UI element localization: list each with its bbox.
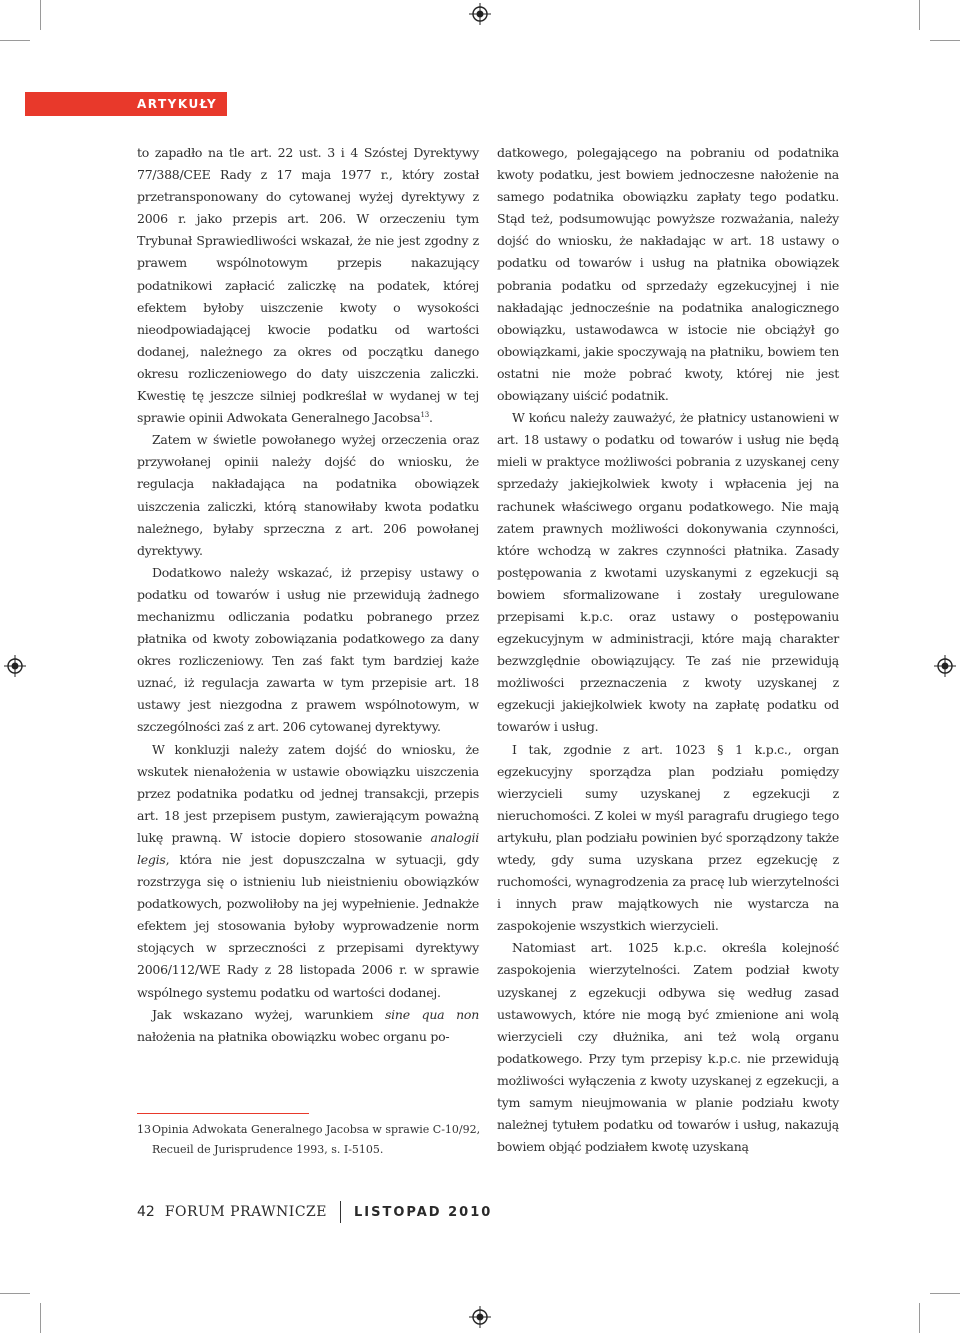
paragraph-text: , która nie jest dopuszczalna w sytuacji, gdy rozstrzyga się o istnieniu lub nieistnieniu obowiązków podatkowych, pozwoliłoby na jej wypełnienie. Jednakże efektem jej stosowania byłoby wyprowadzenie norm stojących w sprzeczności z przepisami dyrektywy 2006/112/WE Rady z 28 listopada 2006 r. w sprawie wspólnego systemu podatku od wartości dodanej. (137, 852, 479, 1000)
paragraph: W końcu należy zauważyć, że płatnicy ustanowieni w art. 18 ustawy o podatku od towarów i usług nie będą mieli w praktyce możliwości pobrania z uzyskanej ceny sprzedaży jakiejkolwiek kwoty i wpłacenia jej na rachunek właściwego organu podatkowego. Nie mają zatem prawnych możliwości dokonywania czynności, które wchodzą w zakres czynności płatnika. Zasady postępowania z kwotami uzyskanymi z egzekucji są bowiem sformalizowane i zostały uregulowane przepisami k.p.c. oraz ustawy o postępowaniu egzekucyjnym w administracji, które mają charakter bezwzględnie obowiązujący. Te zaś nie przewidują możliwości przeznaczenia z kwoty uzyskanej z egzekucji jakiejkolwiek kwoty na zapłatę podatku od towarów i usług. (497, 410, 839, 735)
paragraph: I tak, zgodnie z art. 1023 § 1 k.p.c., organ egzekucyjny sporządza plan podziału pomiędzy wierzycieli sumy uzyskanej z egzekucji z nieruchomości. Z kolei w myśl paragrafu drugiego tego artykułu, plan podziału powinien być sporządzony także wtedy, gdy suma uzyskana przez egzekucję z ruchomości, wynagrodzenia za pracę lub wierzytelności i innych praw majątkowych nie wystarcza na zaspokojenie wszystkich wierzycieli. (497, 741, 839, 934)
crop-mark (40, 1303, 41, 1333)
paragraph (137, 1004, 479, 1048)
issue-date: LISTOPAD 2010 (353, 1204, 493, 1220)
registration-mark-icon (469, 1306, 491, 1328)
registration-mark-icon (934, 655, 956, 677)
paragraph: datkowego, polegającego na pobraniu od podatnika kwoty podatku, jest bowiem jednoczesne nałożenie na samego podatnika obowiązku zapłaty tego podatku. Stąd też, podsumowując powyższe rozważania, należy dojść do wniosku, że nakładając w art. 18 ustawy o podatku od towarów i usług na płatnika obowiązek pobrania podatku od sprzedaży egzekucyjnej i nie nakładając jednocześnie na podatnika analogicznego obowiązku, ustawodawca w istocie nie obciążył go obowiązkami, jakie spoczywają na płatniku, bowiem ten ostatni nie może pobrać kwoty, której nie jest obowiązany uiścić podatnik. (497, 145, 839, 404)
paragraph: to zapadło na tle art. 22 ust. 3 i 4 Szóstej Dyrektywy 77/388/CEE Rady z 17 maja 1977 r., który został przetransponowany do cytowanej wyżej dyrektywy z 2006 r. jako przepis art. 206. W orzeczeniu tym Trybunał Sprawiedliwości wskazał, że nie jest zgodny z prawem wspólnotowym przepis nakazujący podatnikowi zapłacić zaliczkę na podatek, której efektem byłoby uiszczenie kwoty o wysokości nieodpowiadającej kwocie podatku od wartości dodanej, należnego za okres od początku danego okresu rozliczeniowego do daty uiszczenia zaliczki. Kwestię tę jeszcze silniej podkreślał w wydanej w tej sprawie opinii Adwokata Generalnego Jacobsa$^{13}$. (137, 145, 479, 426)
registration-mark-icon (4, 655, 26, 677)
crop-mark (919, 0, 920, 30)
italic-term: analogii legis (137, 829, 479, 867)
paragraph: Dodatkowo należy wskazać, iż przepisy ustawy o podatku od towarów i usług nie przewidują żadnego mechanizmu odliczania podatku pobranego przez płatnika od kwoty zobowiązania podatkowego za dany okres rozliczeniowy. Ten zaś fakt tym bardziej każe uznać, iż regulacja zawarta w tym przepisie art. 18 ustawy jest niezgodna z prawem wspólnotowym, w szczególności zaś z art. 206 cytowanej dyrektywy. (137, 564, 479, 735)
crop-mark (930, 40, 960, 41)
footer-divider (340, 1201, 341, 1223)
crop-mark (919, 1303, 920, 1333)
crop-mark (930, 1293, 960, 1294)
article-column-left (137, 142, 479, 1048)
crop-mark (0, 40, 30, 41)
paragraph-text: Jak wskazano wyżej, warunkiem (152, 1006, 374, 1022)
page-number: 42 (137, 1204, 155, 1220)
crop-mark (40, 0, 41, 30)
publication-title: FORUM PRAWNICZE (164, 1204, 327, 1220)
footnote-divider (137, 1113, 309, 1114)
italic-term: sine qua non (384, 1006, 479, 1022)
article-column-right (497, 142, 839, 1158)
registration-mark-icon (469, 3, 491, 25)
paragraph: Natomiast art. 1025 k.p.c. określa kolejność zaspokojenia wierzytelności. Zatem podział kwoty uzyskanej z egzekucji odbywa się według zasad ustawowych, które nie mogą być zmienione ani wolą wierzycieli czy dłużnika, ani też wolą organu podatkowego. Przy tym przepisy k.p.c. nie przewidują możliwości wyłączenia z kwoty uzyskanej z egzekucji, a tym samym nieujmowania w planie podziału kwoty należnej tytułem podatku od towarów i usług, nakazują bowiem objąć podziałem kwotę uzyskaną (497, 940, 839, 1155)
paragraph (137, 739, 479, 1004)
paragraph-text: nałożenia na płatnika obowiązku wobec organu po- (137, 1028, 450, 1044)
footnote (137, 1120, 482, 1160)
paragraph-text: to zapadło na tle art. 22 ust. 3 i 4 Szóstej Dyrektywy 77/388/CEE Rady z 17 maja 1977 r., który został przetransponowany do cytowanej wyżej dyrektywy z 2006 r. jako przepis art. 206. W orzeczeniu tym Trybunał Sprawiedliwości wskazał, że nie jest zgodny z prawem wspólnotowym przepis nakazujący podatnikowi zapłacić zaliczkę na podatek, której efektem byłoby uiszczenie kwoty o wysokości nieodpowiadającej kwocie podatku od wartości dodanej, należnego za okres od początku danego okresu rozliczeniowego do daty uiszczenia zaliczki. Kwestię tę jeszcze silniej podkreślał w wydanej w tej sprawie opinii Adwokata Generalnego Jacobsa (137, 145, 479, 426)
paragraph: Zatem w świetle powołanego wyżej orzeczenia oraz przywołanej opinii należy dojść do wniosku, że regulacja nakładająca na podatnika obowiązek uiszczenia zaliczki, którą stanowiłaby kwota podatku należnego, byłaby sprzeczna z art. 206 powołanej dyrektywy. (137, 432, 479, 558)
crop-mark (0, 1293, 30, 1294)
footnote-ref: 13 (420, 410, 429, 419)
page-footer (137, 1198, 492, 1226)
footnote-number: 13 (137, 1123, 151, 1136)
paragraph-text: W konkluzji należy zatem dojść do wniosku, że wskutek nienałożenia w ustawie obowiązku uiszczenia przez podatnika podatku od jednej transakcji, przepis art. 18 jest przepisem pustym, zawierającym poważną lukę prawną. W istocie dopiero stosowanie (137, 741, 479, 845)
footnote-text: Opinia Adwokata Generalnego Jacobsa w sprawie C-10/92, (152, 1123, 481, 1136)
section-tag: ARTYKUŁY (25, 92, 227, 116)
footnote-text: Recueil de Jurisprudence 1993, s. I-5105. (152, 1143, 384, 1156)
